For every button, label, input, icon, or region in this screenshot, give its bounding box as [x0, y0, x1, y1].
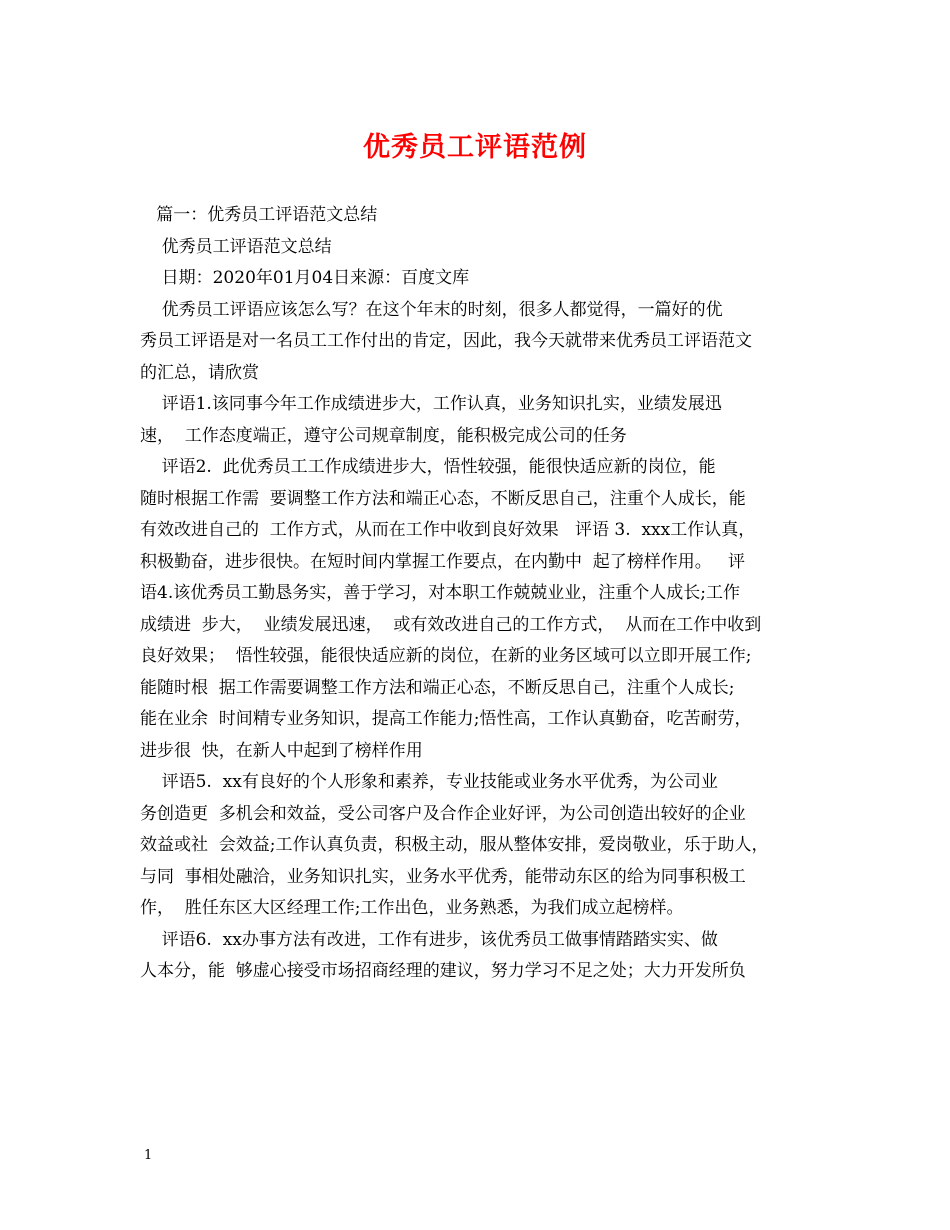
text-line: 评语6. xx办事方法有改进，工作有进步，该优秀员工做事情踏踏实实、做 — [140, 929, 718, 950]
document-title: 优秀员工评语范例 — [363, 132, 587, 163]
text-line: 优秀员工评语范文总结 — [140, 236, 332, 257]
text-line: 秀员工评语是对一名员工工作付出的肯定，因此，我今天就带来优秀员工评语范文 — [140, 331, 752, 351]
text-line: 积极勤奋，进步很快。在短时间内掌握工作要点，在内勤中 起了榜样作用。 评 — [140, 551, 746, 572]
text-line: 语4.该优秀员工勤恳务实，善于学习，对本职工作兢兢业业，注重个人成长;工作 — [140, 583, 740, 603]
text-line: 有效改进自己的 工作方式，从而在工作中收到良好效果 评语 3. xxx工作认真， — [140, 520, 756, 540]
text-line: 能随时根 据工作需要调整工作方法和端正心态，不断反思自己，注重个人成长; — [140, 677, 735, 698]
text-line: 优秀员工评语应该怎么写？在这个年末的时刻，很多人都觉得，一篇好的优 — [140, 299, 723, 320]
text-line: 与同 事相处融洽，业务知识扎实，业务水平优秀，能带动东区的给为同事积极工 — [140, 866, 746, 887]
text-line: 评语2. 此优秀员工工作成绩进步大，悟性较强，能很快适应新的岗位，能 — [140, 457, 716, 477]
text-line: 作， 胜任东区大区经理工作;工作出色，业务熟悉，为我们成立起榜样。 — [140, 898, 684, 918]
text-line: 日期：2020年01月04日来源：百度文库 — [140, 268, 470, 288]
text-line: 评语5. xx有良好的个人形象和素养，专业技能或业务水平优秀，为公司业 — [140, 772, 718, 792]
text-line: 随时根据工作需 要调整工作方法和端正心态，不断反思自己，注重个人成长，能 — [140, 488, 746, 509]
text-line: 效益或社 会效益;工作认真负责，积极主动，服从整体安排，爱岗敬业，乐于助人， — [140, 835, 769, 855]
text-line: 人本分，能 够虚心接受市场招商经理的建议，努力学习不足之处；大力开发所负 — [140, 961, 746, 981]
text-line: 速， 工作态度端正，遵守公司规章制度，能积极完成公司的任务 — [140, 425, 627, 446]
page-number: 1 — [144, 1148, 153, 1163]
text-line: 进步很 快，在新人中起到了榜样作用 — [140, 740, 423, 761]
text-line: 的汇总，请欣赏 — [140, 362, 259, 383]
text-line: 良好效果； 悟性较强，能很快适应新的岗位，在新的业务区域可以立即开展工作; — [140, 646, 752, 666]
text-line: 篇一：优秀员工评语范文总结 — [140, 205, 378, 225]
document-body — [140, 200, 820, 988]
text-line: 务创造更 多机会和效益，受公司客户及合作企业好评，为公司创造出较好的企业 — [140, 803, 746, 824]
text-line: 评语1.该同事今年工作成绩进步大，工作认真，业务知识扎实，业绩发展迅 — [140, 394, 722, 414]
text-line: 能在业余 时间精专业务知识，提高工作能力;悟性高，工作认真勤奋，吃苦耐劳， — [140, 709, 752, 729]
text-line: 成绩进 步大， 业绩发展迅速， 或有效改进自己的工作方式， 从而在工作中收到 — [140, 614, 762, 635]
